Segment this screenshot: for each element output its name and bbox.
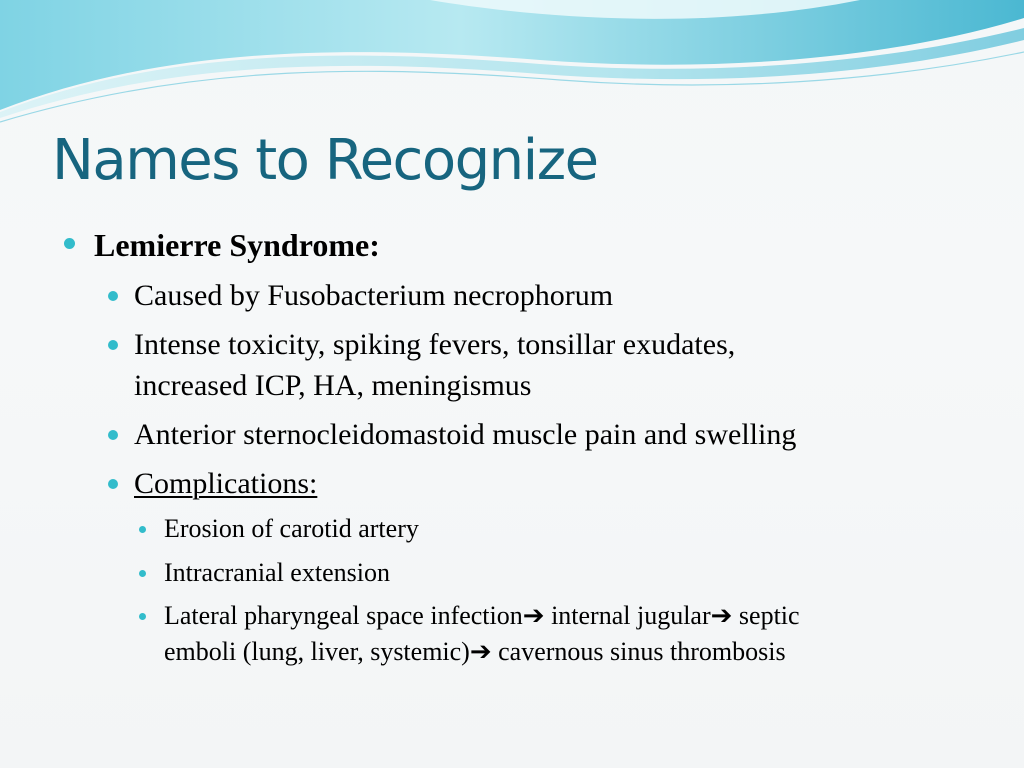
complication-lateral-line2 — [164, 639, 786, 665]
bullet-icon — [108, 291, 118, 301]
complication-lateral-part-a: Lateral pharyngeal space infection — [164, 601, 523, 630]
bullet-icon — [139, 613, 146, 620]
point-cause: Caused by Fusobacterium necrophorum — [134, 279, 614, 312]
bullet-icon — [108, 479, 118, 489]
complication-lateral-line1 — [164, 603, 800, 629]
bullet-icon — [139, 526, 146, 533]
point-scm-pain: Anterior sternocleidomastoid muscle pain and swelling — [134, 418, 797, 451]
arrow-right-icon: ➔ — [469, 637, 492, 666]
bullet-icon — [108, 430, 118, 440]
complication-lateral-part-b: internal jugular — [544, 601, 711, 630]
heading-lemierre: Lemierre Syndrome: — [94, 227, 380, 263]
slide-title: Names to Recognize — [52, 128, 598, 193]
arrow-right-icon: ➔ — [522, 601, 545, 630]
point-complications: Complications: — [134, 467, 318, 500]
complication-lateral-part-c: septic — [732, 601, 800, 630]
complication-intracranial: Intracranial extension — [164, 558, 390, 587]
point-toxicity-line1: Intense toxicity, spiking fevers, tonsillar exudates, — [134, 328, 736, 361]
point-toxicity-line2: increased ICP, HA, meningismus — [134, 369, 532, 402]
complication-lateral-part-d: emboli (lung, liver, systemic) — [164, 637, 470, 666]
bullet-icon — [139, 570, 146, 577]
bullet-icon — [64, 238, 75, 249]
bullet-icon — [108, 340, 118, 350]
complication-carotid: Erosion of carotid artery — [164, 514, 419, 543]
arrow-right-icon: ➔ — [710, 601, 733, 630]
complication-lateral-part-e: cavernous sinus thrombosis — [491, 637, 786, 666]
